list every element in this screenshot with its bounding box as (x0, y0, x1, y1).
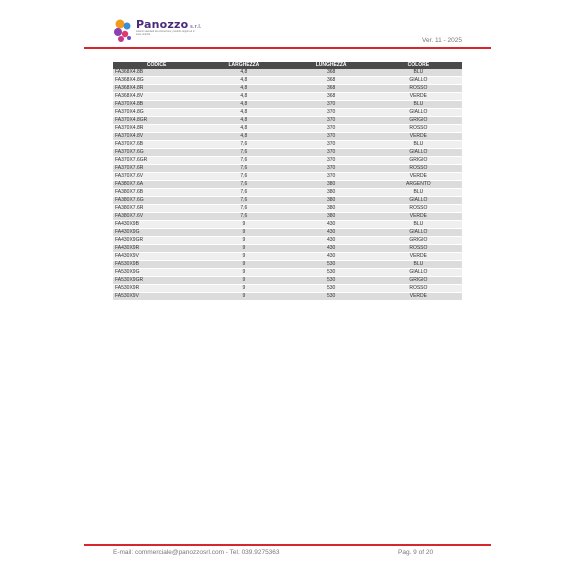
cell-colore: GRIGIO (375, 117, 462, 125)
cell-lunghezza: 380 (288, 197, 375, 205)
table-row (113, 197, 462, 205)
header-divider (84, 47, 491, 49)
table-row (113, 149, 462, 157)
cell-lunghezza: 530 (288, 269, 375, 277)
cell-larghezza: 4,8 (200, 77, 287, 85)
cell-larghezza: 4,8 (200, 69, 287, 77)
cell-codice: FA430X9R (113, 245, 200, 253)
table-row (113, 261, 462, 269)
cell-colore: BLU (375, 221, 462, 229)
cell-codice: FA368X4.8R (113, 85, 200, 93)
cell-lunghezza: 370 (288, 117, 375, 125)
table-row (113, 253, 462, 261)
cell-colore: GIALLO (375, 229, 462, 237)
table-header-row (113, 62, 462, 69)
cell-colore: BLU (375, 101, 462, 109)
table-row (113, 293, 462, 301)
table-row (113, 245, 462, 253)
table-row (113, 205, 462, 213)
cell-larghezza: 7,6 (200, 197, 287, 205)
cell-larghezza: 9 (200, 261, 287, 269)
cell-codice: FA380X7.6A (113, 181, 200, 189)
cell-lunghezza: 380 (288, 205, 375, 213)
table-row (113, 69, 462, 77)
cell-lunghezza: 530 (288, 261, 375, 269)
cell-larghezza: 7,6 (200, 173, 287, 181)
cell-lunghezza: 370 (288, 101, 375, 109)
cell-lunghezza: 370 (288, 149, 375, 157)
table-row (113, 125, 462, 133)
cell-colore: VERDE (375, 93, 462, 101)
cell-colore: GRIGIO (375, 237, 462, 245)
table-row (113, 229, 462, 237)
cell-larghezza: 9 (200, 277, 287, 285)
cell-larghezza: 4,8 (200, 133, 287, 141)
cell-codice: FA370X7.6V (113, 173, 200, 181)
cell-codice: FA530X9GR (113, 277, 200, 285)
cell-larghezza: 9 (200, 253, 287, 261)
cell-lunghezza: 370 (288, 141, 375, 149)
table-row (113, 109, 462, 117)
cell-larghezza: 7,6 (200, 165, 287, 173)
table-row (113, 77, 462, 85)
cell-codice: FA370X4.8G (113, 109, 200, 117)
cell-lunghezza: 530 (288, 277, 375, 285)
cell-codice: FA530X9V (113, 293, 200, 301)
cell-larghezza: 4,8 (200, 85, 287, 93)
table-row (113, 157, 462, 165)
table-row (113, 181, 462, 189)
cell-colore: VERDE (375, 293, 462, 301)
cell-lunghezza: 370 (288, 173, 375, 181)
cell-colore: ROSSO (375, 205, 462, 213)
cell-colore: GRIGIO (375, 277, 462, 285)
cell-lunghezza: 370 (288, 165, 375, 173)
footer-divider (84, 544, 491, 546)
cell-lunghezza: 430 (288, 229, 375, 237)
cell-codice: FA370X7.6GR (113, 157, 200, 165)
cell-colore: ROSSO (375, 285, 462, 293)
cell-codice: FA530X9G (113, 269, 200, 277)
cell-larghezza: 9 (200, 229, 287, 237)
page-number: Pag. 9 of 20 (398, 549, 434, 556)
table-row (113, 165, 462, 173)
cell-lunghezza: 430 (288, 253, 375, 261)
cell-larghezza: 4,8 (200, 109, 287, 117)
cell-colore: ROSSO (375, 125, 462, 133)
cell-lunghezza: 368 (288, 85, 375, 93)
cell-codice: FA368X4.8B (113, 69, 200, 77)
table-row (113, 93, 462, 101)
cell-colore: ROSSO (375, 165, 462, 173)
cell-lunghezza: 370 (288, 125, 375, 133)
cell-colore: ROSSO (375, 85, 462, 93)
cell-lunghezza: 430 (288, 221, 375, 229)
cell-larghezza: 4,8 (200, 93, 287, 101)
cell-larghezza: 7,6 (200, 205, 287, 213)
cell-codice: FA368X4.8V (113, 93, 200, 101)
cell-codice: FA530X9B (113, 261, 200, 269)
cell-lunghezza: 370 (288, 157, 375, 165)
cell-colore: GIALLO (375, 149, 462, 157)
cell-codice: FA380X7.6R (113, 205, 200, 213)
cell-lunghezza: 430 (288, 237, 375, 245)
cell-codice: FA370X7.6G (113, 149, 200, 157)
cell-codice: FA370X7.6B (113, 141, 200, 149)
footer-contact: E-mail: commerciale@panozzosrl.com - Tel. 039.9275363 (113, 549, 280, 556)
cell-colore: BLU (375, 261, 462, 269)
cell-codice: FA430X9GR (113, 237, 200, 245)
brand-tagline: sistemi standard da costruzione, prodotti singoli ed in serie ricambi (136, 30, 195, 36)
cell-larghezza: 9 (200, 293, 287, 301)
cell-colore: GIALLO (375, 77, 462, 85)
table-row (113, 237, 462, 245)
brand-name: Panozzo s.r.l. (136, 18, 202, 31)
cell-lunghezza: 380 (288, 189, 375, 197)
cell-lunghezza: 380 (288, 181, 375, 189)
table-row (113, 173, 462, 181)
cell-larghezza: 9 (200, 237, 287, 245)
table-row (113, 269, 462, 277)
cell-colore: BLU (375, 189, 462, 197)
cell-larghezza: 4,8 (200, 117, 287, 125)
cell-codice: FA368X4.8G (113, 77, 200, 85)
cell-codice: FA370X4.8R (113, 125, 200, 133)
cell-colore: GIALLO (375, 269, 462, 277)
table-body (113, 69, 462, 301)
cell-lunghezza: 370 (288, 133, 375, 141)
cell-colore: VERDE (375, 213, 462, 221)
cell-colore: GRIGIO (375, 157, 462, 165)
cell-codice: FA370X4.8B (113, 101, 200, 109)
cell-larghezza: 4,8 (200, 101, 287, 109)
column-header-lunghezza: LUNGHEZZA (288, 62, 375, 69)
column-header-colore: COLORE (375, 62, 462, 69)
cell-colore: BLU (375, 69, 462, 77)
cell-larghezza: 9 (200, 285, 287, 293)
company-logo (112, 18, 202, 44)
cell-larghezza: 9 (200, 245, 287, 253)
cell-lunghezza: 368 (288, 77, 375, 85)
cell-lunghezza: 530 (288, 285, 375, 293)
logo-circles-icon (112, 18, 136, 44)
table-row (113, 101, 462, 109)
cell-codice: FA380X7.6B (113, 189, 200, 197)
cell-larghezza: 7,6 (200, 189, 287, 197)
cell-larghezza: 7,6 (200, 141, 287, 149)
cell-lunghezza: 430 (288, 245, 375, 253)
cell-codice: FA380X7.6G (113, 197, 200, 205)
cell-colore: BLU (375, 141, 462, 149)
cell-codice: FA430X9B (113, 221, 200, 229)
cell-codice: FA370X4.8GR (113, 117, 200, 125)
cell-codice: FA370X7.6R (113, 165, 200, 173)
cell-larghezza: 7,6 (200, 157, 287, 165)
cell-lunghezza: 368 (288, 69, 375, 77)
cell-larghezza: 7,6 (200, 149, 287, 157)
cell-larghezza: 9 (200, 269, 287, 277)
cell-codice: FA530X9R (113, 285, 200, 293)
cell-colore: GIALLO (375, 197, 462, 205)
column-header-larghezza: LARGHEZZA (200, 62, 287, 69)
cell-colore: GIALLO (375, 109, 462, 117)
cell-codice: FA370X4.8V (113, 133, 200, 141)
cell-codice: FA430X9V (113, 253, 200, 261)
cell-lunghezza: 380 (288, 213, 375, 221)
cell-larghezza: 4,8 (200, 125, 287, 133)
cell-lunghezza: 370 (288, 109, 375, 117)
table-row (113, 285, 462, 293)
table-row (113, 189, 462, 197)
cell-larghezza: 9 (200, 221, 287, 229)
column-header-codice: CODICE (113, 62, 200, 69)
table-row (113, 277, 462, 285)
cell-lunghezza: 368 (288, 93, 375, 101)
table-row (113, 85, 462, 93)
table-row (113, 213, 462, 221)
cell-colore: VERDE (375, 173, 462, 181)
cell-colore: ARGENTO (375, 181, 462, 189)
cell-codice: FA430X9G (113, 229, 200, 237)
cell-larghezza: 7,6 (200, 181, 287, 189)
document-version: Ver. 11 - 2025 (422, 37, 462, 44)
cell-colore: VERDE (375, 253, 462, 261)
product-table (113, 62, 462, 301)
table-row (113, 117, 462, 125)
cell-lunghezza: 530 (288, 293, 375, 301)
table-row (113, 133, 462, 141)
cell-larghezza: 7,6 (200, 213, 287, 221)
table-row (113, 141, 462, 149)
cell-colore: ROSSO (375, 245, 462, 253)
cell-colore: VERDE (375, 133, 462, 141)
table-row (113, 221, 462, 229)
cell-codice: FA380X7.6V (113, 213, 200, 221)
